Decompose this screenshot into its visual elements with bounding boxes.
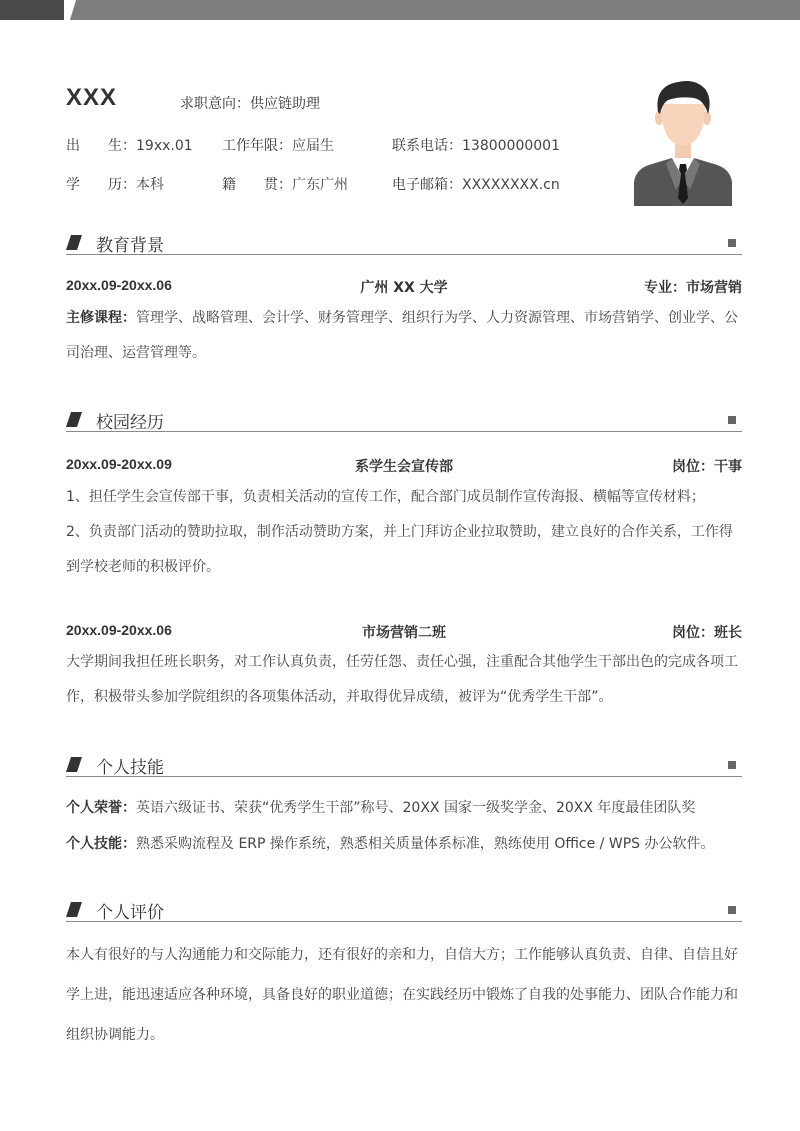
courses-label: 主修课程： <box>66 310 136 326</box>
edu-value: 本科 <box>136 177 164 193</box>
education-courses <box>66 301 746 371</box>
origin-label: 籍 贯： <box>222 177 292 193</box>
section-square-icon <box>728 906 736 914</box>
campus-line-2-1: 大学期间我担任班长职务，对工作认真负责，任劳任怨、责任心强，注重配合其他学生干部出色的完成各项工作，积极带头参加学院组织的各项集体活动，并取得优异成绩，被评为“优秀学生干部”。 <box>66 654 738 705</box>
section-marker <box>66 757 82 772</box>
campus-row-2 <box>66 622 742 642</box>
candidate-name: XXX <box>66 84 118 111</box>
section-square-icon <box>728 416 736 424</box>
birth-value: 19xx.01 <box>136 138 193 154</box>
phone-value: 13800000001 <box>462 138 560 154</box>
edu-label: 学 历： <box>66 177 136 193</box>
years-label: 工作年限： <box>222 138 292 154</box>
section-education-header <box>66 229 742 255</box>
top-banner <box>0 0 800 20</box>
section-skills-header <box>66 751 742 777</box>
campus-line-1-2: 2、负责部门活动的赞助拉取，制作活动赞助方案，并上门拜访企业拉取赞助，建立良好的合作关系，工作得到学校老师的积极评价。 <box>66 524 733 575</box>
info-email <box>392 174 560 194</box>
campus-period-1: 20xx.09-20xx.09 <box>66 456 172 472</box>
skills-content <box>66 790 746 862</box>
info-years <box>222 135 334 155</box>
honor-label: 个人荣誉： <box>66 800 136 816</box>
campus-org-1: 系学生会宣传部 <box>355 459 453 475</box>
info-phone <box>392 135 560 155</box>
top-banner-dark <box>0 0 64 20</box>
skill-label: 个人技能： <box>66 836 136 852</box>
honor-text: 英语六级证书、荣获“优秀学生干部”称号、20XX 国家一级奖学金、20XX 年度最佳团队奖 <box>136 800 696 816</box>
evaluation-text: 本人有很好的与人沟通能力和交际能力，还有很好的亲和力，自信大方；工作能够认真负责、自律、自信且好学上进，能迅速适应各种环境，具备良好的职业道德；在实践经历中锻炼了自我的处事能力、团队合作能力和组织协调能力。 <box>66 947 738 1043</box>
origin-value: 广东广州 <box>292 177 348 193</box>
skill-text: 熟悉采购流程及 ERP 操作系统，熟悉相关质量体系标准，熟练使用 Office / WPS 办公软件。 <box>136 836 715 852</box>
info-education <box>66 174 164 194</box>
campus-org-2: 市场营销二班 <box>362 625 446 641</box>
section-campus-header <box>66 406 742 432</box>
skills-skill <box>66 826 746 862</box>
section-education-title: 教育背景 <box>96 236 164 256</box>
campus-period-2: 20xx.09-20xx.06 <box>66 622 172 638</box>
section-campus-title: 校园经历 <box>96 413 164 433</box>
section-evaluation-header <box>66 896 742 922</box>
info-birth <box>66 135 193 155</box>
email-label: 电子邮箱： <box>392 177 462 193</box>
section-evaluation-title: 个人评价 <box>96 903 164 923</box>
campus-role-1: 岗位：干事 <box>672 459 742 475</box>
birth-label: 出 生： <box>66 138 136 154</box>
campus-row-1 <box>66 456 742 476</box>
section-square-icon <box>728 761 736 769</box>
section-marker <box>66 412 82 427</box>
years-value: 应届生 <box>292 138 334 154</box>
section-marker <box>66 235 82 250</box>
avatar-illustration <box>632 78 734 206</box>
campus-line-1-1: 1、担任学生会宣传部干事，负责相关活动的宣传工作，配合部门成员制作宣传海报、横幅等宣传材料； <box>66 489 705 505</box>
education-row <box>66 277 742 297</box>
email-value: XXXXXXXX.cn <box>462 177 560 193</box>
education-period: 20xx.09-20xx.06 <box>66 277 172 293</box>
campus-desc-2 <box>66 645 746 715</box>
section-square-icon <box>728 239 736 247</box>
campus-desc-1 <box>66 480 746 585</box>
top-banner-light <box>70 0 800 20</box>
section-skills-title: 个人技能 <box>96 758 164 778</box>
education-school: 广州 XX 大学 <box>360 280 448 296</box>
section-marker <box>66 902 82 917</box>
skills-honor <box>66 790 746 826</box>
phone-label: 联系电话： <box>392 138 462 154</box>
campus-role-2: 岗位：班长 <box>672 625 742 641</box>
job-intent: 求职意向：供应链助理 <box>180 96 320 112</box>
education-major: 专业：市场营销 <box>644 280 742 296</box>
courses-text: 管理学、战略管理、会计学、财务管理学、组织行为学、人力资源管理、市场营销学、创业学、公司治理、运营管理等。 <box>66 310 738 361</box>
info-origin <box>222 174 348 194</box>
